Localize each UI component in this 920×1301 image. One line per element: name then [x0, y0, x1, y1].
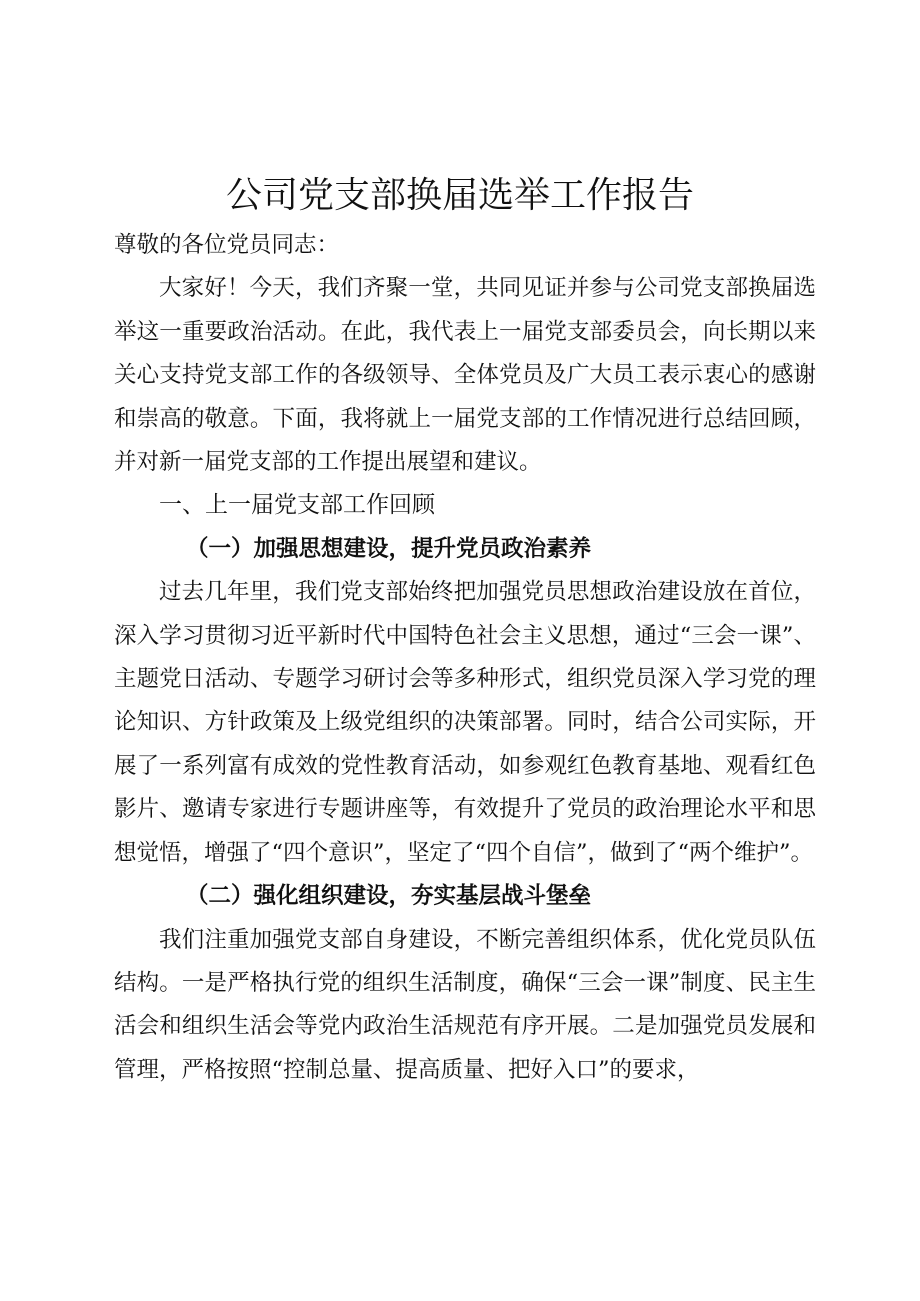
subsection-paragraph-2: 我们注重加强党支部自身建设，不断完善组织体系，优化党员队伍结构。一是严格执行党的组织生活制度，确保“三会一课”制度、民主生活会和组织生活会等党内政治生活规范有序开展。二是加强党员发展和管理，严格按照“控制总量、提高质量、把好入口”的要求，	[114, 926, 816, 1083]
document-title: 公司党支部换届选举工作报告	[225, 175, 694, 216]
document-body	[114, 224, 816, 1092]
subsection-paragraph-1: 过去几年里，我们党支部始终把加强党员思想政治建设放在首位，深入学习贯彻习近平新时代中国特色社会主义思想，通过“三会一课”、主题党日活动、专题学习研讨会等多种形式，组织党员深入学习党的理论知识、方针政策及上级党组织的决策部署。同时，结合公司实际，开展了一系列富有成效的党性教育活动，如参观红色教育基地、观看红色影片、邀请专家进行专题讲座等，有效提升了党员的政治理论水平和思想觉悟，增强了“四个意识”，坚定了“四个自信”，做到了“两个维护”。	[114, 579, 816, 866]
section-heading-1: 一、上一届党支部工作回顾	[159, 492, 435, 519]
subsection-heading-2: （二）强化组织建设，夯实基层战斗堡垒	[186, 883, 592, 910]
intro-paragraph: 大家好！今天，我们齐聚一堂，共同见证并参与公司党支部换届选举这一重要政治活动。在此，我代表上一届党支部委员会，向长期以来关心支持党支部工作的各级领导、全体党员及广大员工表示衷心的感谢和崇高的敬意。下面，我将就上一届党支部的工作情况进行总结回顾，并对新一届党支部的工作提出展望和建议。	[114, 275, 816, 476]
salutation: 尊敬的各位党员同志：	[114, 232, 340, 258]
subsection-heading-1: （一）加强思想建设，提升党员政治素养	[186, 535, 592, 562]
